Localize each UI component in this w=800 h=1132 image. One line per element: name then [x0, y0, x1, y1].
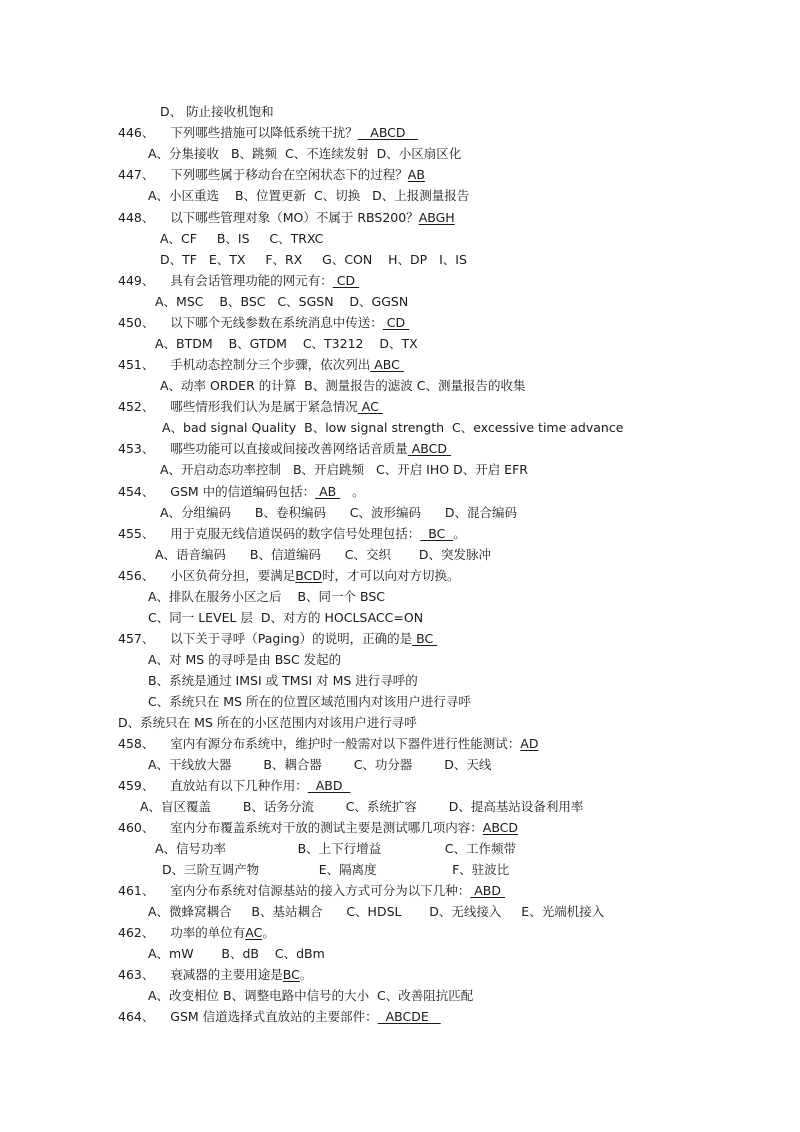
- line-text: A、分组编码 B、卷积编码 C、波形编码 D、混合编码: [160, 505, 518, 520]
- answer-text: BC: [420, 526, 454, 541]
- text-line-33: [118, 778, 350, 794]
- text-line-30: [118, 715, 417, 731]
- text-line-20: [160, 505, 517, 521]
- line-text: 447、 下列哪些属于移动台在空闲状态下的过程？: [118, 167, 408, 182]
- text-line-16: [162, 420, 623, 436]
- line-text: C、系统只在 MS 所在的位置区域范围内对该用户进行寻呼: [148, 694, 471, 709]
- line-text: A、对 MS 的寻呼是由 BSC 发起的: [148, 652, 342, 667]
- text-line-14: [160, 378, 525, 394]
- line-text: 457、 以下关于寻呼（Paging）的说明，正确的是: [118, 631, 413, 646]
- line-tail: 。: [453, 526, 466, 541]
- line-text: 462、 功率的单位有: [118, 925, 246, 940]
- line-text: A、改变相位 B、调整电路中信号的大小 C、改善阻抗匹配: [148, 988, 474, 1003]
- line-text: A、CF B、IS C、TRXC: [160, 231, 324, 246]
- answer-text: ABC: [370, 357, 404, 372]
- text-line-18: [160, 462, 528, 478]
- text-line-21: [118, 526, 466, 542]
- line-text: 463、 衰减器的主要用途是: [118, 967, 283, 982]
- text-line-40: [118, 925, 275, 941]
- text-line-10: [155, 294, 408, 310]
- line-text: A、语音编码 B、信道编码 C、交织 D、突发脉冲: [155, 547, 491, 562]
- text-line-31: [118, 736, 538, 752]
- line-text: D、系统只在 MS 所在的小区范围内对该用户进行寻呼: [118, 715, 417, 730]
- answer-text: ABD: [307, 778, 351, 793]
- text-line-32: [148, 757, 491, 773]
- line-text: A、mW B、dB C、dBm: [148, 946, 325, 961]
- line-text: C、同一 LEVEL 层 D、对方的 HOCLSACC=ON: [148, 610, 424, 625]
- line-text: A、盲区覆盖 B、话务分流 C、系统扩容 D、提高基站设备利用率: [140, 799, 584, 814]
- answer-text: ABGH: [418, 210, 455, 225]
- text-line-5: [148, 188, 469, 204]
- text-line-6: [118, 210, 455, 226]
- answer-text: AC: [357, 399, 383, 414]
- text-line-34: [140, 799, 583, 815]
- line-text: D、 防止接收机饱和: [160, 104, 274, 119]
- line-text: A、分集接收 B、跳频 C、不连续发射 D、小区扇区化: [148, 146, 462, 161]
- line-text: A、bad signal Quality B、low signal strength C、excessive time advance: [162, 420, 624, 435]
- answer-text: CD: [382, 315, 410, 330]
- answer-text: ABCD: [407, 441, 451, 456]
- text-line-23: [118, 568, 460, 584]
- line-text: 459、 直放站有以下几种作用：: [118, 778, 308, 793]
- line-text: A、开启动态功率控制 B、开启跳频 C、开启 IHO D、开启 EFR: [160, 462, 528, 477]
- text-line-22: [155, 547, 491, 563]
- text-line-1: [160, 104, 274, 120]
- answer-text: __ABCD__: [357, 125, 419, 140]
- text-line-35: [118, 820, 518, 836]
- answer-text: BCD: [295, 568, 322, 583]
- text-line-28: [148, 673, 418, 689]
- text-line-2: [118, 125, 418, 141]
- text-line-42: [118, 967, 312, 983]
- line-text: A、BTDM B、GTDM C、T3212 D、TX: [155, 336, 418, 351]
- line-text: 454、 GSM 中的信道编码包括：: [118, 484, 316, 499]
- line-text: 464、 GSM 信道选择式直放站的主要部件：: [118, 1009, 378, 1024]
- line-tail: 。: [299, 967, 313, 982]
- line-text: 450、 以下哪个无线参数在系统消息中传送：: [118, 315, 383, 330]
- text-line-4: [118, 167, 425, 183]
- text-line-15: [118, 399, 383, 415]
- text-line-8: [160, 252, 467, 268]
- text-line-29: [148, 694, 471, 710]
- line-text: D、三阶互调产物 E、隔离度 F、驻波比: [162, 862, 510, 877]
- line-text: A、干线放大器 B、耦合器 C、功分器 D、天线: [148, 757, 492, 772]
- line-text: 456、 小区负荷分担，要满足: [118, 568, 296, 583]
- line-text: A、信号功率 B、上下行增益 C、工作频带: [155, 841, 516, 856]
- answer-text: AB: [407, 167, 425, 182]
- text-line-25: [148, 610, 423, 626]
- line-text: 461、 室内分布系统对信源基站的接入方式可分为以下几种：: [118, 883, 471, 898]
- line-text: D、TF E、TX F、RX G、CON H、DP I、IS: [160, 252, 467, 267]
- answer-text: AC: [245, 925, 263, 940]
- text-line-37: [162, 862, 509, 878]
- line-text: A、动率 ORDER 的计算 B、测量报告的滤波 C、测量报告的收集: [160, 378, 526, 393]
- text-line-24: [148, 589, 385, 605]
- answer-text: ABD: [470, 883, 505, 898]
- text-line-11: [118, 315, 409, 331]
- line-text: 453、 哪些功能可以直接或间接改善网络话音质量: [118, 441, 408, 456]
- text-line-13: [118, 357, 404, 373]
- text-line-39: [148, 904, 604, 920]
- answer-text: BC: [412, 631, 438, 646]
- answer-text: ABCDE: [377, 1009, 441, 1024]
- line-text: A、小区重选 B、位置更新 C、切换 D、上报测量报告: [148, 188, 470, 203]
- line-text: 446、 下列哪些措施可以降低系统干扰？: [118, 125, 358, 140]
- line-text: B、系统是通过 IMSI 或 TMSI 对 MS 进行寻呼的: [148, 673, 418, 688]
- line-tail: 。: [262, 925, 275, 940]
- text-line-41: [148, 946, 325, 962]
- line-text: A、MSC B、BSC C、SGSN D、GGSN: [155, 294, 409, 309]
- answer-text: AB: [315, 484, 341, 499]
- line-text: A、排队在服务小区之后 B、同一个 BSC: [148, 589, 386, 604]
- line-text: 451、 手机动态控制分三个步骤，依次列出: [118, 357, 371, 372]
- line-text: 448、 以下哪些管理对象（MO）不属于 RBS200？: [118, 210, 419, 225]
- text-line-9: [118, 273, 359, 289]
- line-text: 458、 室内有源分布系统中，维护时一般需对以下器件进行性能测试：: [118, 736, 521, 751]
- line-text: 455、 用于克服无线信道误码的数字信号处理包括：: [118, 526, 421, 541]
- text-line-7: [160, 231, 323, 247]
- text-line-38: [118, 883, 505, 899]
- answer-text: AD: [520, 736, 539, 751]
- text-line-17: [118, 441, 451, 457]
- line-text: 449、 具有会话管理功能的网元有：: [118, 273, 333, 288]
- text-line-12: [155, 336, 418, 352]
- answer-text: CD: [332, 273, 360, 288]
- text-line-36: [155, 841, 516, 857]
- line-text: A、微蜂窝耦合 B、基站耦合 C、HDSL D、无线接入 E、光端机接入: [148, 904, 605, 919]
- text-line-26: [118, 631, 437, 647]
- text-line-3: [148, 146, 461, 162]
- line-tail: 时，才可以向对方切换。: [321, 568, 460, 583]
- text-line-44: [118, 1009, 441, 1025]
- answer-text: BC: [282, 967, 300, 982]
- text-line-19: [118, 484, 365, 500]
- answer-text: ABCD: [482, 820, 519, 835]
- line-tail: 。: [340, 484, 365, 499]
- line-text: 460、 室内分布覆盖系统对干放的测试主要是测试哪几项内容：: [118, 820, 483, 835]
- text-line-27: [148, 652, 341, 668]
- text-line-43: [148, 988, 473, 1004]
- line-text: 452、 哪些情形我们认为是属于紧急情况: [118, 399, 358, 414]
